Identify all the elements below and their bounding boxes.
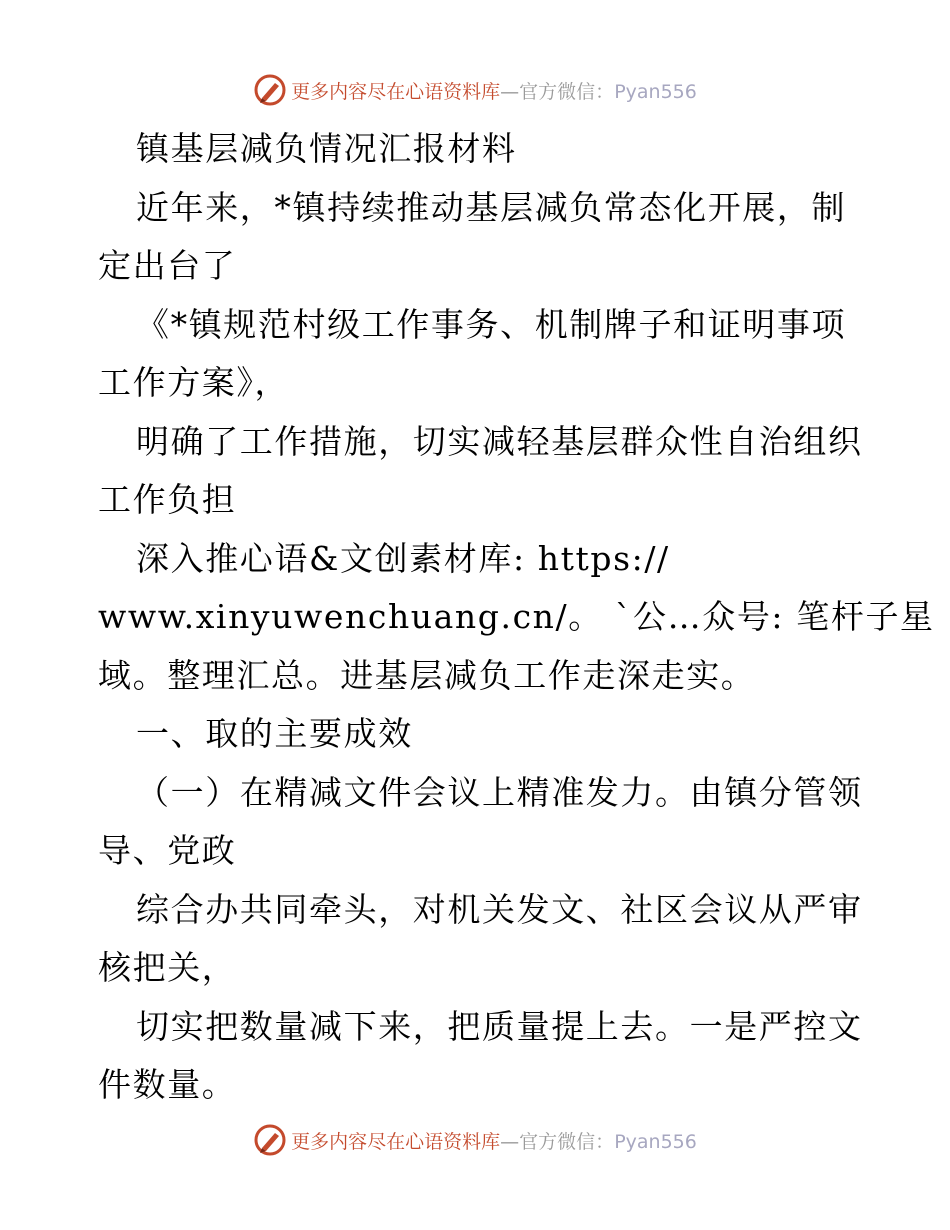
paragraph-line: 《*镇规范村级工作事务、机制牌子和证明事项 [136, 304, 847, 344]
watermark-sub-text: 官方微信： [519, 80, 615, 103]
paragraph-line: 域。整理汇总。进基层减负工作走深走实。 [98, 655, 756, 695]
paragraph-line: 工作负担 [98, 480, 237, 519]
paragraph-line: 件数量。 [98, 1065, 237, 1104]
paragraph-line: 明确了工作措施，切实减轻基层群众性自治组织 [136, 421, 863, 461]
watermark-text [291, 77, 697, 104]
watermark-separator: — [500, 1130, 520, 1153]
subsection-heading: （一）在精减文件会议上精准发力。由镇分管领 [136, 772, 863, 812]
section-heading: 一、取的主要成效 [136, 714, 413, 753]
watermark-main-text: 更多内容尽在心语资料库 [291, 80, 501, 103]
watermark-text [291, 1127, 697, 1154]
watermark-header [0, 70, 950, 110]
paragraph-line: 综合办共同牵头，对机关发文、社区会议从严审 [136, 889, 863, 929]
watermark-wechat-id: Pyan556 [614, 80, 697, 103]
watermark-main-text: 更多内容尽在心语资料库 [291, 1130, 501, 1153]
paragraph-line: 核把关， [98, 948, 237, 987]
paragraph-line: 定出台了 [98, 246, 237, 285]
watermark-wechat-id: Pyan556 [614, 1130, 697, 1153]
document-title: 镇基层减负情况汇报材料 [136, 129, 517, 168]
paragraph-line: 深入推心语&文创素材库: https:// [136, 538, 670, 578]
paragraph-line: 工作方案》， [98, 363, 290, 402]
pen-circle-logo-icon [253, 73, 287, 107]
paragraph-line: 导、党政 [98, 831, 237, 870]
paragraph-line: www.xinyuwenchuang.cn/。 `公…众号: 笔杆子星 [98, 597, 935, 636]
document-body [98, 120, 935, 1115]
watermark-separator: — [500, 80, 520, 103]
paragraph-line: 切实把数量减下来，把质量提上去。一是严控文 [136, 1006, 863, 1046]
paragraph-line: 近年来，*镇持续推动基层减负常态化开展，制 [136, 187, 847, 227]
watermark-footer [0, 1120, 950, 1160]
watermark-sub-text: 官方微信： [519, 1130, 615, 1153]
pen-circle-logo-icon [253, 1123, 287, 1157]
